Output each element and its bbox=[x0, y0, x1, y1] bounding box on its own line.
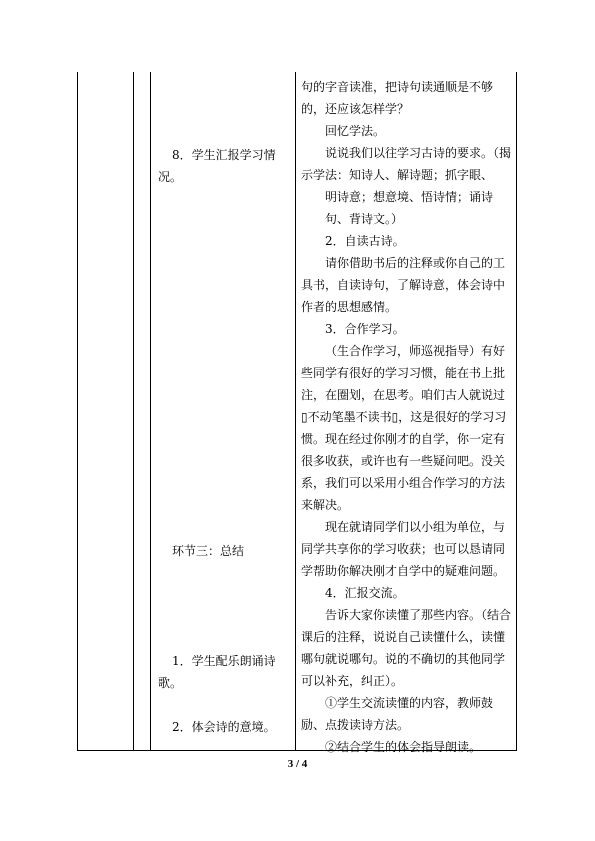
item-2-line: 2．体会诗的意境。 bbox=[172, 720, 276, 734]
content-line: 说说我们以往学习古诗的要求。（揭 bbox=[325, 146, 512, 160]
content-line: ①学生交流读懂的内容，教师鼓 bbox=[325, 696, 494, 710]
table-divider-1 bbox=[133, 72, 134, 751]
lesson-content bbox=[301, 76, 511, 758]
content-line: 系，我们可以采用小组合作学习的方法 bbox=[301, 476, 506, 490]
content-line: 来解决。 bbox=[301, 498, 350, 512]
content-line: 3．合作学习。 bbox=[325, 322, 405, 336]
content-line: 明诗意；想意境、悟诗情；诵诗 bbox=[325, 190, 494, 204]
section-three-heading: 环节三：总结 bbox=[172, 544, 245, 558]
content-line: 注，在圈划，在思考。咱们古人就说过 bbox=[301, 388, 506, 402]
content-line: 2．自读古诗。 bbox=[325, 234, 405, 248]
content-line: 可以补充，纠正）。 bbox=[301, 674, 404, 688]
item-8-line2: 况。 bbox=[158, 170, 183, 184]
table-border-right bbox=[516, 72, 517, 751]
content-line: 同学共享你的学习收获；也可以恳请同 bbox=[301, 542, 506, 556]
table-divider-3 bbox=[295, 72, 296, 751]
content-line: 现在就请同学们以小组为单位，与 bbox=[325, 520, 506, 534]
content-line: 哪句就说哪句。说的不确切的其他同学 bbox=[301, 652, 506, 666]
page-number: 3 / 4 bbox=[287, 758, 308, 770]
item-8-line1: 8．学生汇报学习情 bbox=[172, 148, 276, 162]
table-border-left bbox=[77, 72, 78, 751]
content-line: 作者的思想感情。 bbox=[301, 300, 398, 314]
content-line: 4．汇报交流。 bbox=[325, 586, 405, 600]
content-line: ▯不动笔墨不读书▯，这是很好的学习习 bbox=[301, 410, 507, 424]
content-line: 句的字音读准，把诗句读通顺是不够 bbox=[301, 80, 494, 94]
content-line: ②结合学生的体会指导朗读。 bbox=[325, 740, 482, 754]
table-divider-2 bbox=[150, 72, 151, 751]
content-line: 具书，自读诗句，了解诗意，体会诗中 bbox=[301, 278, 506, 292]
content-line: 很多收获，或许也有一些疑问吧。没关 bbox=[301, 454, 506, 468]
item-1-line2: 歌。 bbox=[158, 676, 183, 690]
content-line: 惯。现在经过你刚才的自学，你一定有 bbox=[301, 432, 506, 446]
content-line: 回忆学法。 bbox=[325, 124, 386, 138]
content-line: 课后的注释，说说自己读懂什么，读懂 bbox=[301, 630, 506, 644]
content-line: 励、点拨读诗方法。 bbox=[301, 718, 410, 732]
content-line: （生合作学习，师巡视指导）有好 bbox=[325, 344, 506, 358]
content-line: 请你借助书后的注释或你自己的工 bbox=[325, 256, 506, 270]
content-line: 些同学有很好的学习习惯，能在书上批 bbox=[301, 366, 506, 380]
content-line: 学帮助你解决刚才自学中的疑难问题。 bbox=[301, 564, 506, 578]
content-line: 的，还应该怎样学？ bbox=[301, 102, 410, 116]
item-1-line1: 1．学生配乐朗诵诗 bbox=[172, 654, 276, 668]
content-line: 句、背诗文。） bbox=[325, 212, 404, 226]
content-line: 告诉大家你读懂了那些内容。（结合 bbox=[325, 608, 512, 622]
content-line: 示学法：知诗人、解诗题；抓字眼、 bbox=[301, 168, 494, 182]
